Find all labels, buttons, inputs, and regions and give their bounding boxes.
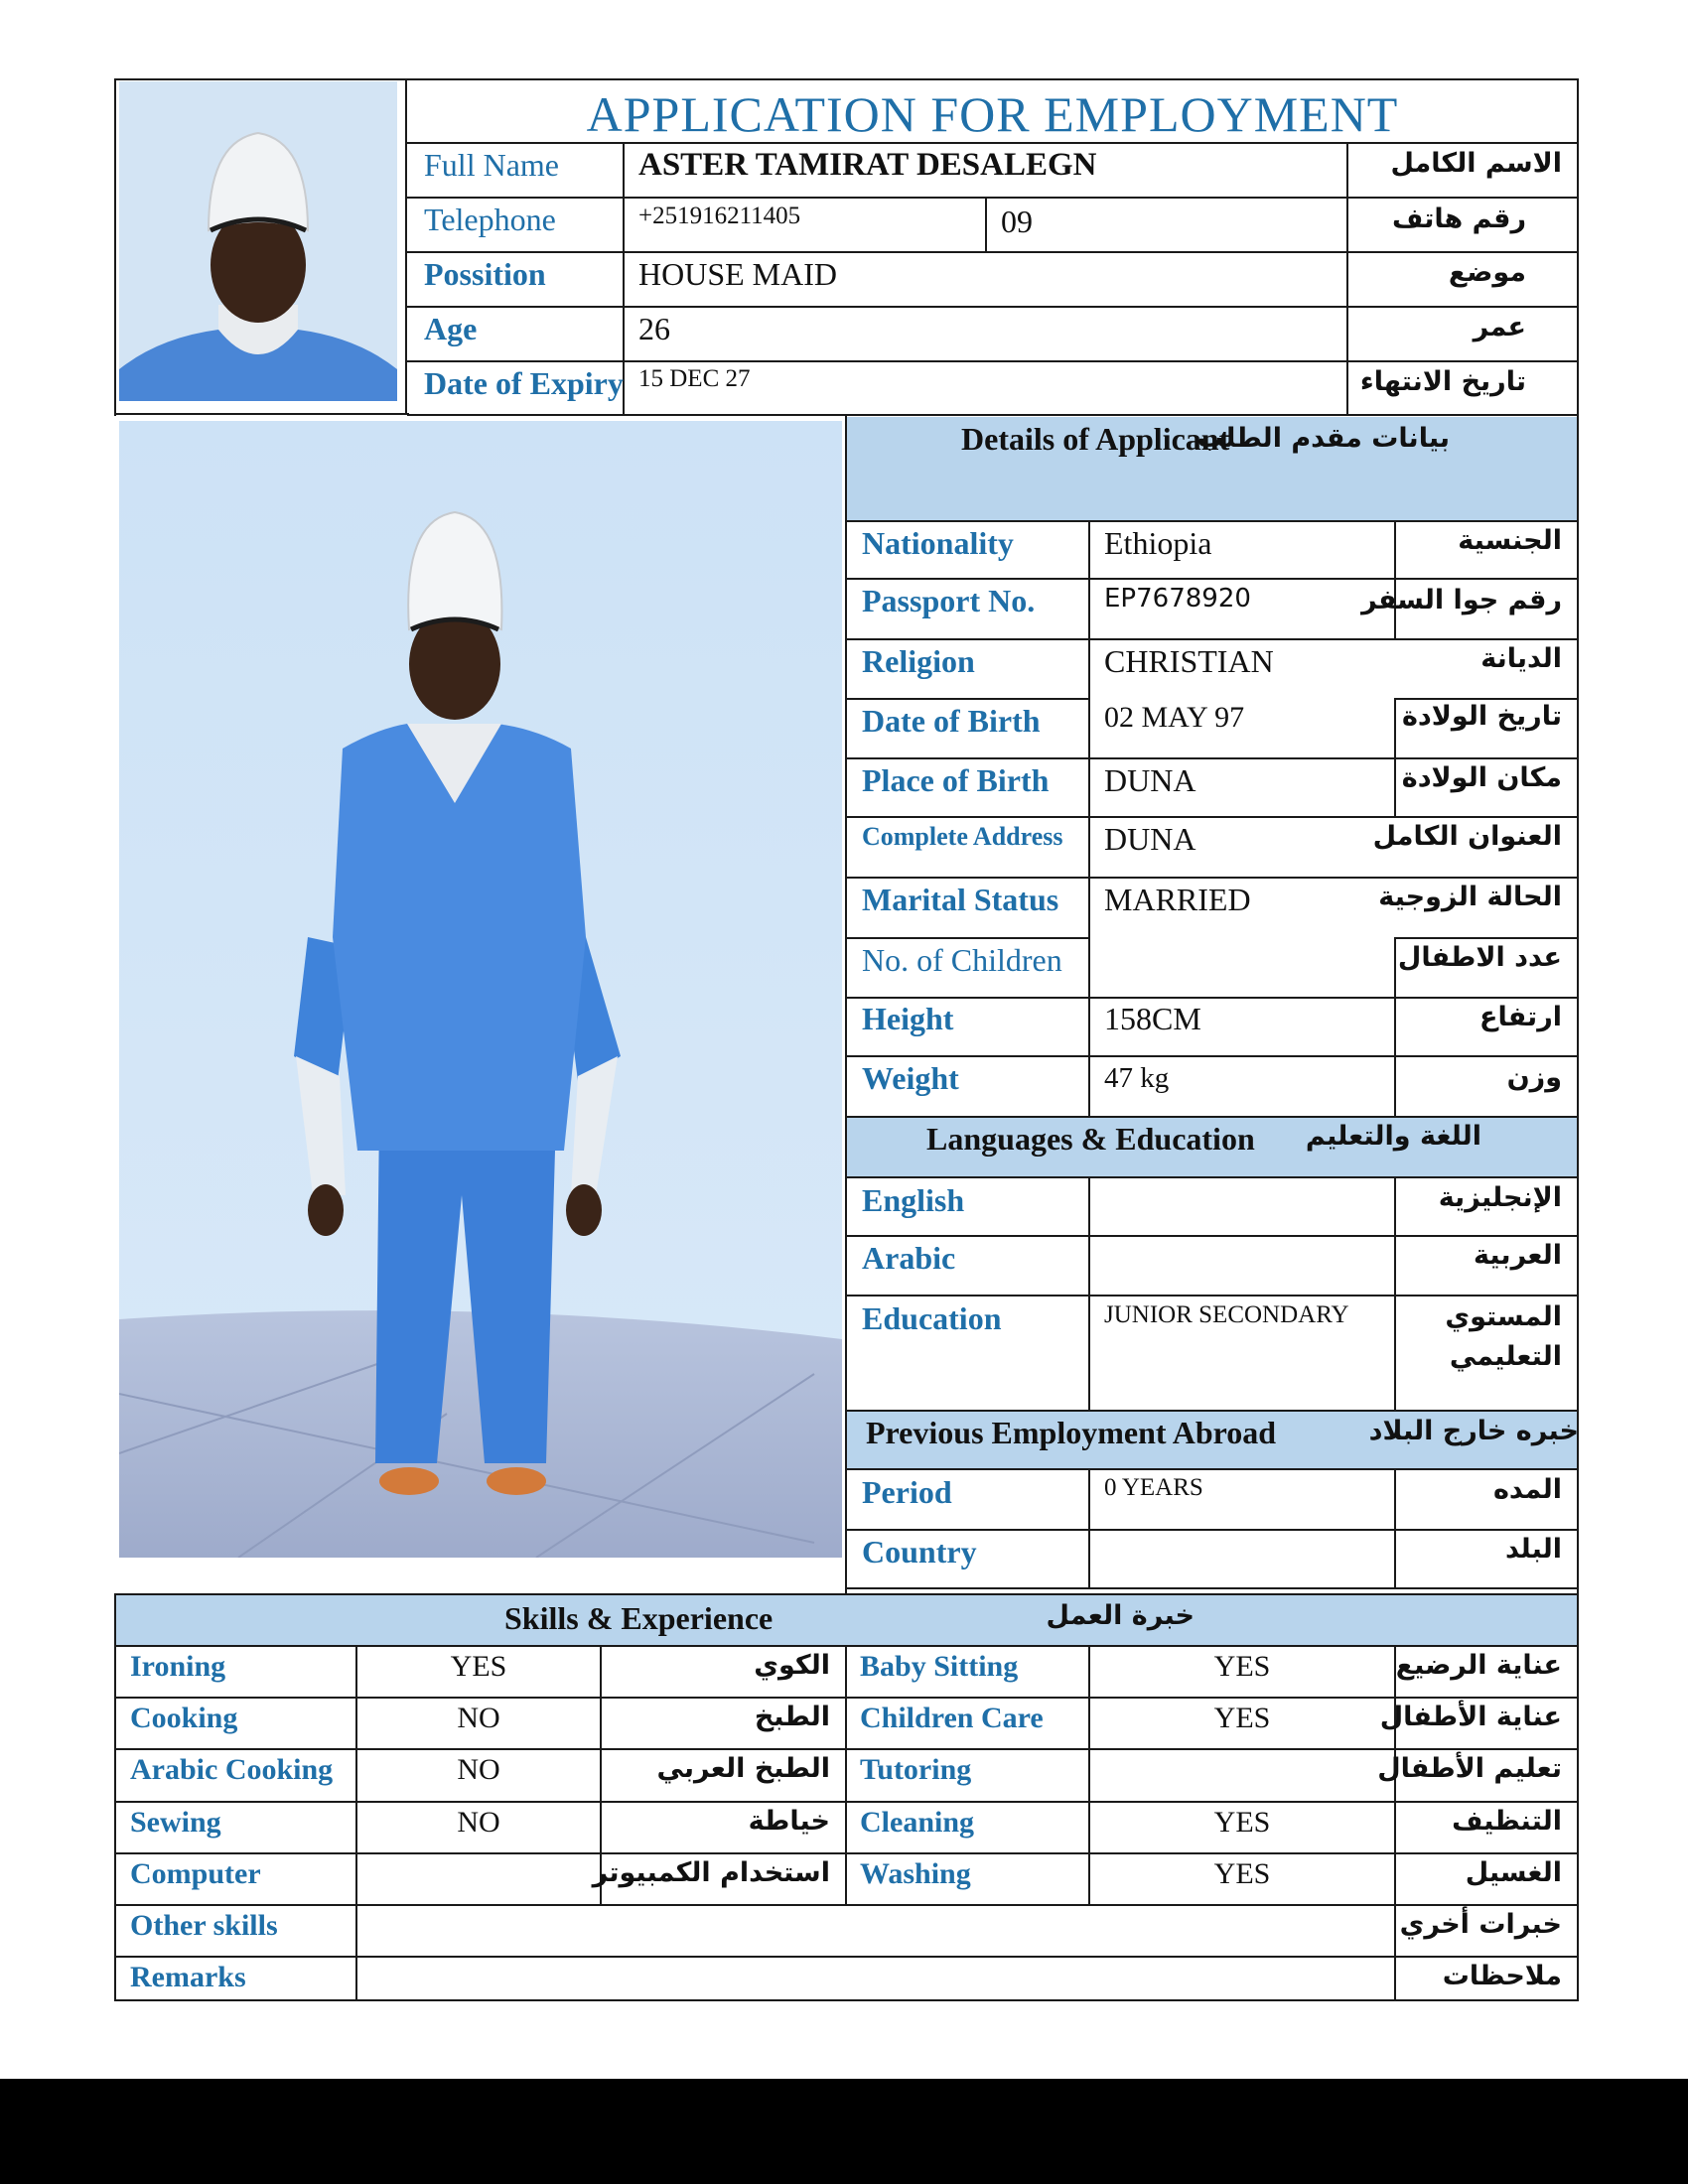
religion-value: CHRISTIAN bbox=[1104, 643, 1274, 679]
pob-value: DUNA bbox=[1104, 762, 1196, 798]
height-value: 158CM bbox=[1104, 1001, 1201, 1036]
telephone-label: Telephone bbox=[424, 202, 556, 237]
details-heading-arabic: بيانات مقدم الطلب bbox=[1196, 423, 1450, 454]
skills-heading-arabic: خبرة العمل bbox=[1046, 1600, 1195, 1631]
previous-heading-arabic: خبره خارج البلاد bbox=[1368, 1416, 1579, 1446]
details-heading: Details of Applicant bbox=[961, 421, 1230, 457]
period-value: 0 YEARS bbox=[1104, 1474, 1203, 1501]
address-arabic: العنوان الكامل bbox=[1372, 821, 1562, 852]
skill-computer-arabic: استخدام الكمبيوتر bbox=[592, 1857, 830, 1888]
skill-tutoring-label: Tutoring bbox=[860, 1753, 972, 1786]
skill-arabic-cooking-arabic: الطبخ العربي bbox=[656, 1753, 830, 1784]
religion-arabic: الديانة bbox=[1480, 643, 1562, 674]
expiry-label: Date of Expiry bbox=[424, 365, 624, 401]
education-label: Education bbox=[862, 1300, 1002, 1336]
skill-sewing-label: Sewing bbox=[130, 1806, 221, 1839]
country-label: Country bbox=[862, 1534, 977, 1570]
skills-heading: Skills & Experience bbox=[504, 1600, 774, 1636]
address-label: Complete Address bbox=[862, 822, 1063, 851]
position-value: HOUSE MAID bbox=[638, 256, 837, 292]
address-value: DUNA bbox=[1104, 821, 1196, 857]
skill-cleaning-value: YES bbox=[1213, 1806, 1271, 1839]
full-name-arabic: الاسم الكامل bbox=[1390, 148, 1562, 179]
height-label: Height bbox=[862, 1001, 954, 1036]
skill-washing-arabic: الغسيل bbox=[1465, 1857, 1562, 1888]
skill-cooking-label: Cooking bbox=[130, 1702, 238, 1734]
education-arabic: المستوي bbox=[1445, 1301, 1562, 1332]
period-label: Period bbox=[862, 1474, 952, 1510]
weight-value: 47 kg bbox=[1104, 1062, 1170, 1094]
languages-heading: Languages & Education bbox=[926, 1121, 1255, 1157]
remarks-label: Remarks bbox=[130, 1961, 246, 1993]
arabic-label: Arabic bbox=[862, 1240, 956, 1276]
skill-computer-label: Computer bbox=[130, 1857, 261, 1890]
passport-photo bbox=[119, 81, 397, 401]
bottom-black-bar bbox=[0, 2079, 1688, 2184]
children-label: No. of Children bbox=[862, 942, 1062, 978]
education-value: JUNIOR SECONDARY bbox=[1104, 1301, 1349, 1328]
religion-label: Religion bbox=[862, 643, 975, 679]
telephone-arabic: رقم هاتف bbox=[1392, 204, 1526, 234]
telephone-value-2: 09 bbox=[1001, 204, 1033, 239]
other-skills-label: Other skills bbox=[130, 1909, 278, 1942]
pob-arabic: مكان الولادة bbox=[1401, 762, 1562, 793]
position-label: Possition bbox=[424, 256, 546, 292]
age-value: 26 bbox=[638, 311, 670, 346]
skill-cleaning-arabic: التنظيف bbox=[1452, 1806, 1562, 1837]
nationality-value: Ethiopia bbox=[1104, 525, 1212, 561]
passport-value: EP7678920 bbox=[1104, 584, 1251, 614]
skill-cooking-value: NO bbox=[457, 1702, 500, 1734]
age-arabic: عمر bbox=[1473, 312, 1526, 342]
skill-children-care-arabic: عناية الأطفال bbox=[1379, 1702, 1562, 1732]
languages-heading-arabic: اللغة والتعليم bbox=[1305, 1121, 1481, 1152]
skill-baby-sitting-arabic: عناية الرضيع bbox=[1395, 1650, 1562, 1681]
children-arabic: عدد الاطفال bbox=[1397, 942, 1562, 973]
position-arabic: موضع bbox=[1448, 257, 1526, 288]
full-body-photo bbox=[119, 421, 842, 1558]
telephone-value: +251916211405 bbox=[638, 203, 801, 229]
age-label: Age bbox=[424, 311, 478, 346]
passport-label: Passport No. bbox=[862, 583, 1036, 618]
skill-baby-sitting-value: YES bbox=[1213, 1650, 1271, 1683]
skill-baby-sitting-label: Baby Sitting bbox=[860, 1650, 1019, 1683]
skill-cooking-arabic: الطبخ bbox=[754, 1702, 830, 1732]
previous-heading: Previous Employment Abroad bbox=[866, 1415, 1277, 1450]
english-label: English bbox=[862, 1182, 965, 1218]
passport-arabic: رقم جوا السفر bbox=[1361, 585, 1562, 615]
marital-value: MARRIED bbox=[1104, 882, 1251, 917]
pob-label: Place of Birth bbox=[862, 762, 1050, 798]
skill-tutoring-arabic: تعليم الأطفال bbox=[1377, 1753, 1562, 1784]
nationality-arabic: الجنسية bbox=[1458, 525, 1562, 556]
skill-washing-label: Washing bbox=[860, 1857, 971, 1890]
skill-children-care-value: YES bbox=[1213, 1702, 1271, 1734]
dob-value: 02 MAY 97 bbox=[1104, 701, 1245, 734]
country-arabic: البلد bbox=[1504, 1534, 1562, 1565]
full-name-value: ASTER TAMIRAT DESALEGN bbox=[638, 147, 1097, 183]
skill-ironing-label: Ironing bbox=[130, 1650, 226, 1683]
weight-label: Weight bbox=[862, 1060, 959, 1096]
skill-ironing-arabic: الكوي bbox=[754, 1650, 830, 1681]
arabic-arabic: العربية bbox=[1474, 1240, 1562, 1271]
skill-arabic-cooking-value: NO bbox=[457, 1753, 500, 1786]
page-title: APPLICATION FOR EMPLOYMENT bbox=[586, 86, 1399, 142]
remarks-arabic: ملاحظات bbox=[1442, 1961, 1562, 1991]
full-name-label: Full Name bbox=[424, 147, 559, 183]
skill-ironing-value: YES bbox=[450, 1650, 507, 1683]
period-arabic: المده bbox=[1492, 1474, 1562, 1505]
height-arabic: ارتفاع bbox=[1479, 1002, 1562, 1032]
skill-washing-value: YES bbox=[1213, 1857, 1271, 1890]
skill-children-care-label: Children Care bbox=[860, 1702, 1044, 1734]
dob-arabic: تاريخ الولادة bbox=[1401, 701, 1562, 732]
english-arabic: الإنجليزية bbox=[1438, 1182, 1562, 1213]
education-arabic-2: التعليمي bbox=[1449, 1341, 1562, 1372]
marital-label: Marital Status bbox=[862, 882, 1059, 917]
skill-arabic-cooking-label: Arabic Cooking bbox=[130, 1753, 334, 1786]
skill-sewing-value: NO bbox=[457, 1806, 500, 1839]
skill-cleaning-label: Cleaning bbox=[860, 1806, 975, 1839]
skill-sewing-arabic: خياطة bbox=[748, 1806, 830, 1837]
weight-arabic: وزن bbox=[1506, 1062, 1562, 1093]
marital-arabic: الحالة الزوجية bbox=[1378, 882, 1562, 912]
other-skills-arabic: خبرات أخري bbox=[1399, 1909, 1562, 1940]
nationality-label: Nationality bbox=[862, 525, 1014, 561]
expiry-arabic: تاريخ الانتهاء bbox=[1359, 366, 1526, 397]
expiry-value: 15 DEC 27 bbox=[638, 365, 751, 392]
dob-label: Date of Birth bbox=[862, 703, 1041, 739]
